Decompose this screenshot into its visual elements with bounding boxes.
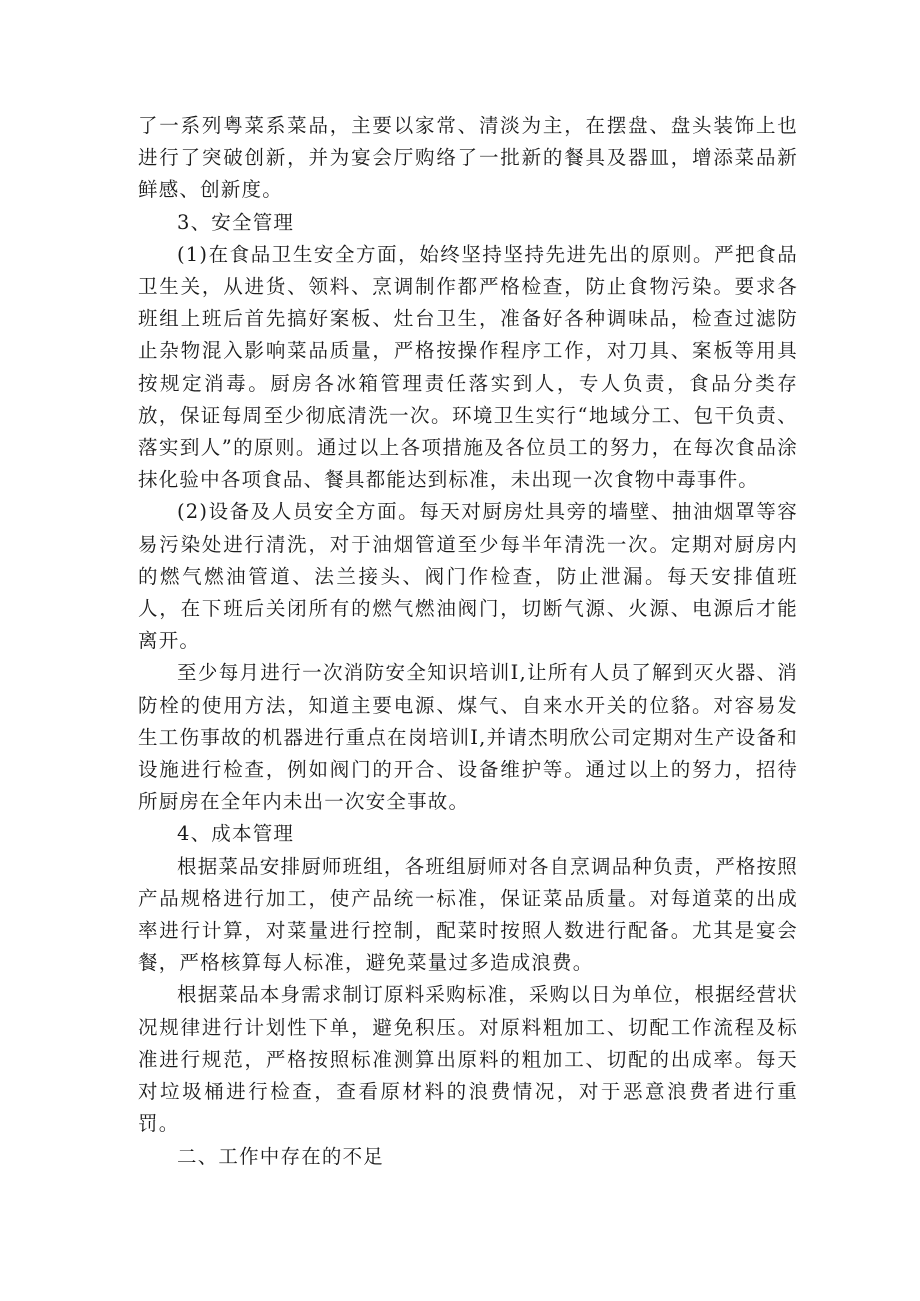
paragraph-cost-purchasing: 根据菜品本身需求制订原料采购标准，采购以日为单位，根据经营状况规律进行计划性下单，避免积压。对原料粗加工、切配工作流程及标准进行规范，严格按照标准测算出原料的粗加工、切配的出成率。每天对垃圾桶进行检查，查看原材料的浪费情况，对于恶意浪费者进行重罚。 — [138, 983, 799, 1136]
paragraph-cost-chefs: 根据菜品安排厨师班组，各班组厨师对各自烹调品种负责，严格按照产品规格进行加工，使产品统一标准，保证菜品质量。对每道菜的出成率进行计算，对菜量进行控制，配菜时按照人数进行配备。尤其是宴会餐，严格核算每人标准，避免菜量过多造成浪费。 — [138, 854, 799, 975]
paragraph-equipment-safety: (2)设备及人员安全方面。每天对厨房灶具旁的墙壁、抽油烟罩等容易污染处进行清洗，对于油烟管道至少每半年清洗一次。定期对厨房内的燃气燃油管道、法兰接头、阀门作检查，防止泄漏。每天安排值班人，在下班后关闭所有的燃气燃油阀门，切断气源、火源、电源后才能离开。 — [138, 500, 798, 653]
section-heading-cost: 4、成本管理 — [177, 822, 295, 846]
section-heading-safety: 3、安全管理 — [177, 210, 295, 234]
section-heading-shortcomings: 二、工作中存在的不足 — [177, 1144, 385, 1168]
paragraph-continuation: 了一系列粤菜系菜品，主要以家常、清淡为主，在摆盘、盘头装饰上也进行了突破创新，并为宴会厅购络了一批新的餐具及器皿，增添菜品新鲜感、创新度。 — [138, 114, 798, 202]
paragraph-food-hygiene: (1)在食品卫生安全方面，始终坚持坚持先进先出的原则。严把食品卫生关，从进货、领料、烹调制作都严格检查，防止食物污染。要求各班组上班后首先搞好案板、灶台卫生，准备好各种调味品，检查过滤防止杂物混入影响菜品质量，严格按操作程序工作，对刀具、案板等用具按规定消毒。厨房各冰箱管理责任落实到人，专人负责，食品分类存放，保证每周至少彻底清洗一次。环境卫生实行“地域分工、包干负责、落实到人”的原则。通过以上各项措施及各位员工的努力，在每次食品涂抹化验中各项食品、餐具都能达到标准，未出现一次食物中毒事件。 — [138, 242, 798, 492]
paragraph-fire-training: 至少每月进行一次消防安全知识培训I,让所有人员了解到灭火器、消防栓的使用方法，知道主要电源、煤气、自来水开关的位貉。对容易发生工伤事故的机器进行重点在岗培训I,并请杰明欣公司定期对生产设备和设施进行检查，例如阀门的开合、设备维护等。通过以上的努力，招待所厨房在全年内未出一次安全事故。 — [138, 661, 798, 814]
document-page — [138, 110, 798, 1173]
